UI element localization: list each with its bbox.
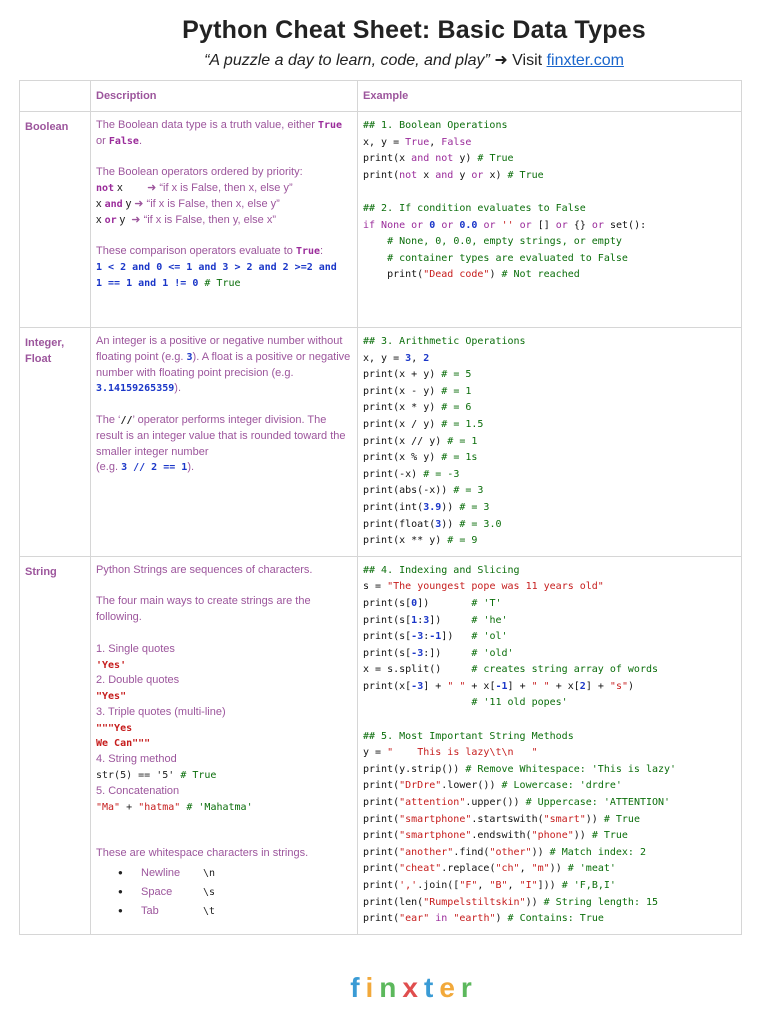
example-integer-float: ## 3. Arithmetic Operations x, y = 3, 2 print(x + y) # = 5 print(x - y) # = 1 print(x * y) # = 6 print(x / y) # = 1.5 print(x // y) # = 1 print(x % y) # = 1s print(-x) # = -3 print(abs(-x)) # = 3 print(int(3.9)) # = 3 print(float(3)) # = 3.0 print(x ** y) # = 9 [358,328,742,557]
category-string: String [20,556,91,934]
list-item: ● Space \s [96,883,352,902]
list-item: ● Newline \n [96,864,352,883]
category-boolean: Boolean [20,112,91,328]
finxter-link[interactable]: finxter.com [546,52,624,69]
example-string: ## 4. Indexing and Slicing s = "The youngest pope was 11 years old" print(s[0]) # 'T' print(s[1:3]) # 'he' print(s[-3:-1]) # 'ol' print(s[-3:]) # 'old' x = s.split() # creates string array of words print(x[-3] + " " + x[-1] + " " + x[2] + "s") # '11 old popes' ## 5. Most Important String Methods y = " This is lazy\t\n " print(y.strip()) # Remove Whitespace: 'This is lazy' print("DrDre".lower()) # Lowercase: 'drdre' print("attention".upper()) # Uppercase: 'ATTENTION' print("smartphone".startswith("smart")) # True print("smartphone".endswith("phone")) # True print("another".find("other")) # Match index: 2 print("cheat".replace("ch", "m")) # 'meat' print(','.join(["F", "B", "I"])) # 'F,B,I' print(len("Rumpelstiltskin")) # String length: 15 print("ear" in "earth") # Contains: True [358,556,742,934]
logo-letter: t [423,972,440,1003]
table-row-integer [20,328,742,557]
description-string: Python Strings are sequences of characters. The four main ways to create strings are the following. 1. Single quotes 'Yes' 2. Double quotes "Yes" 3. Triple quotes (multi-line) """Yes We Can""" 4. String method str(5) == '5' # True 5. Concatenation "Ma" + "hatma" # 'Mahatma' These are whitespace characters in strings. ● Newline \n ● Space \s ● Tab \t [91,556,358,934]
finxter-logo [0,972,768,1004]
table-row-string [20,556,742,934]
visit-label: Visit [512,52,543,69]
logo-letter: r [460,972,478,1003]
subtitle [0,50,768,70]
logo-letter: i [365,972,380,1003]
table-header-row [20,81,742,112]
arrow-icon: ➜ [147,182,157,195]
example-boolean: ## 1. Boolean Operations x, y = True, False print(x and not y) # True print(not x and y or x) # True ## 2. If condition evaluates to False if None or 0 or 0.0 or '' or [] or {} or set(): # None, 0, 0.0, empty strings, or empty # container types are evaluated to False print("Dead code") # Not reached [358,112,742,328]
category-header [20,81,91,112]
arrow-icon: ➜ [134,197,144,210]
logo-letter: n [379,972,403,1003]
description-integer-float: An integer is a positive or negative number without floating point (e.g. 3). A float is a positive or negative number with floating point precision (e.g. 3.14159265359). The ‘//’ operator performs integer division. The result is an integer value that is rounded toward the smaller integer number (e.g. 3 // 2 == 1). [91,328,358,557]
arrow-icon: ➜ [494,52,508,69]
logo-letter: x [402,972,424,1003]
table-row-boolean [20,112,742,328]
description-header: Description [91,81,358,112]
example-header: Example [358,81,742,112]
description-boolean: The Boolean data type is a truth value, either True or False. The Boolean operators ordered by priority: not x ➜ “if x is False, then x, else y” x and y ➜ “if x is False, then x, else y” x or y ➜ “if x is False, then y, else x” These comparison operators evaluate to True: 1 < 2 and 0 <= 1 and 3 > 2 and 2 >=2 and 1 == 1 and 1 != 0 # True [91,112,358,328]
arrow-icon: ➜ [131,213,141,226]
cheat-sheet-table [19,80,742,935]
tagline: “A puzzle a day to learn, code, and play” [204,52,490,69]
whitespace-list [96,864,352,921]
page-title: Python Cheat Sheet: Basic Data Types [182,16,646,44]
logo-letter: f [350,972,366,1003]
category-integer-float: Integer, Float [20,328,91,557]
logo-letter: e [439,972,461,1003]
list-item: ● Tab \t [96,902,352,921]
